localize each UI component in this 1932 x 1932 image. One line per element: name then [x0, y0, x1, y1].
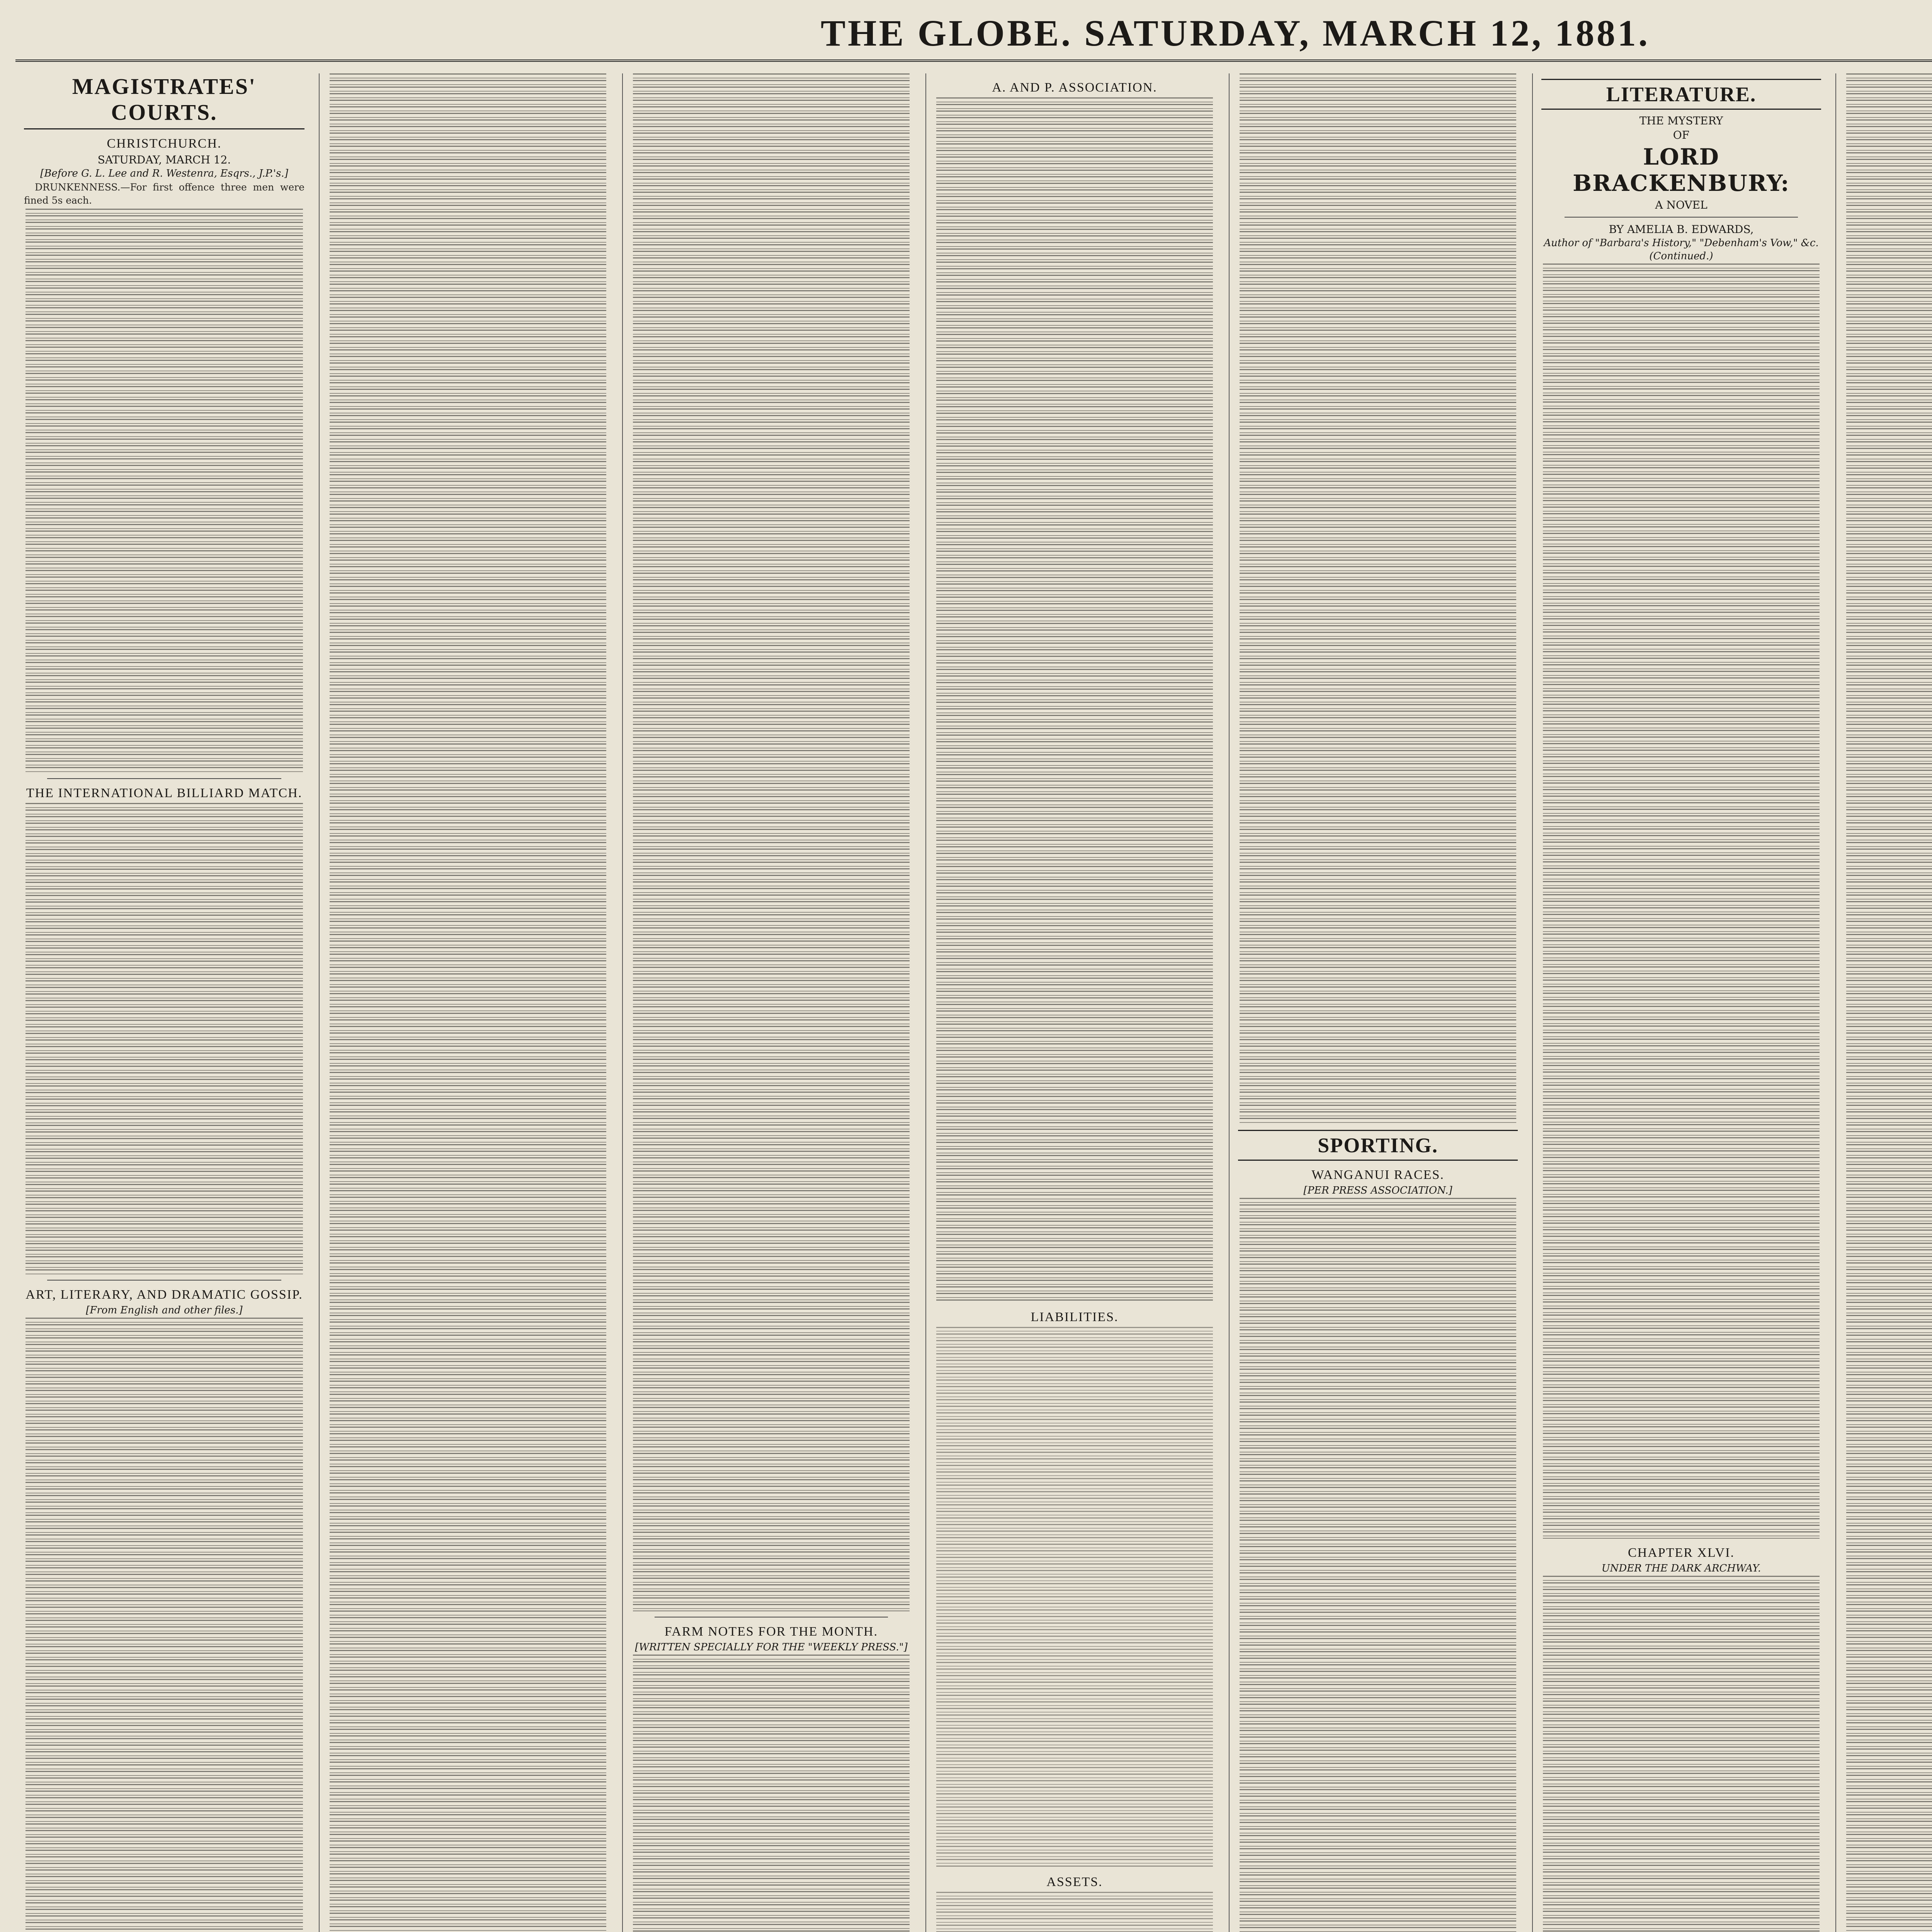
association-heading: A. AND P. ASSOCIATION.	[992, 80, 1157, 95]
story-kicker: THE MYSTERY	[1639, 114, 1723, 127]
chapter-title: UNDER THE DARK ARCHWAY.	[1601, 1563, 1761, 1574]
story-continued-text	[1846, 73, 1932, 1932]
gossip-article-text	[26, 1318, 303, 1932]
association-report-text	[936, 97, 1213, 1303]
divider	[47, 1280, 281, 1281]
court-snippet-text: DRUNKENNESS.—For first offence three men were fined 5s each.	[24, 182, 304, 206]
column-4	[925, 73, 1223, 1932]
story-author: BY AMELIA B. EDWARDS,	[1609, 223, 1754, 236]
story-text	[1543, 264, 1820, 1539]
chapter-number: CHAPTER XLVI.	[1628, 1546, 1735, 1560]
story-kind: A NOVEL	[1655, 199, 1708, 211]
column-1	[15, 73, 313, 1932]
gossip-heading: ART, LITERARY, AND DRAMATIC GOSSIP.	[26, 1287, 303, 1302]
divider	[1565, 217, 1798, 218]
assets-table	[936, 1892, 1213, 1932]
chapter-text	[1543, 1576, 1820, 1932]
masthead-title: THE GLOBE. SATURDAY, MARCH 12, 1881.	[820, 12, 1650, 54]
story-author-note: Author of "Barbara's History," "Debenham's Vow," &c.	[1544, 237, 1819, 249]
court-snippet	[24, 181, 304, 207]
story-of: OF	[1673, 129, 1690, 141]
farm-notes-heading: FARM NOTES FOR THE MONTH.	[664, 1624, 878, 1639]
column-3	[622, 73, 920, 1932]
assets-heading: ASSETS.	[1046, 1875, 1103, 1889]
gossip-continued-text	[330, 73, 606, 1932]
chicory-continued-text	[633, 73, 910, 1611]
billiard-heading: THE INTERNATIONAL BILLIARD MATCH.	[26, 786, 303, 800]
wanganui-races-text	[1240, 1198, 1516, 1932]
gossip-source: [From English and other files.]	[86, 1304, 243, 1316]
columns	[15, 73, 1932, 1932]
association-continued-text	[1240, 73, 1516, 1124]
column-7	[1835, 73, 1932, 1932]
court-bench: [Before G. L. Lee and R. Westenra, Esqrs., J.P.'s.]	[40, 168, 288, 179]
masthead	[15, 8, 1932, 62]
literature-heading: LITERATURE.	[1541, 79, 1821, 110]
farm-notes-source: [WRITTEN SPECIALLY FOR THE "WEEKLY PRESS."]	[635, 1641, 908, 1653]
wanganui-races-heading: WANGANUI RACES.	[1311, 1168, 1444, 1182]
divider	[47, 778, 281, 779]
liabilities-table	[936, 1327, 1213, 1868]
sporting-heading: SPORTING.	[1238, 1130, 1518, 1161]
column-5	[1229, 73, 1526, 1932]
billiard-article-text	[26, 803, 303, 1274]
court-date: SATURDAY, MARCH 12.	[97, 153, 231, 166]
wanganui-source: [PER PRESS ASSOCIATION.]	[1303, 1185, 1452, 1196]
court-report-text	[26, 209, 303, 773]
liabilities-heading: LIABILITIES.	[1031, 1310, 1119, 1324]
story-title: LORD BRACKENBURY:	[1573, 144, 1790, 196]
story-continued: (Continued.)	[1649, 250, 1713, 262]
column-6	[1532, 73, 1830, 1932]
column-2	[319, 73, 616, 1932]
court-name: CHRISTCHURCH.	[107, 136, 222, 151]
farm-notes-text	[633, 1655, 910, 1932]
magistrates-courts-heading: MAGISTRATES' COURTS.	[24, 73, 304, 129]
